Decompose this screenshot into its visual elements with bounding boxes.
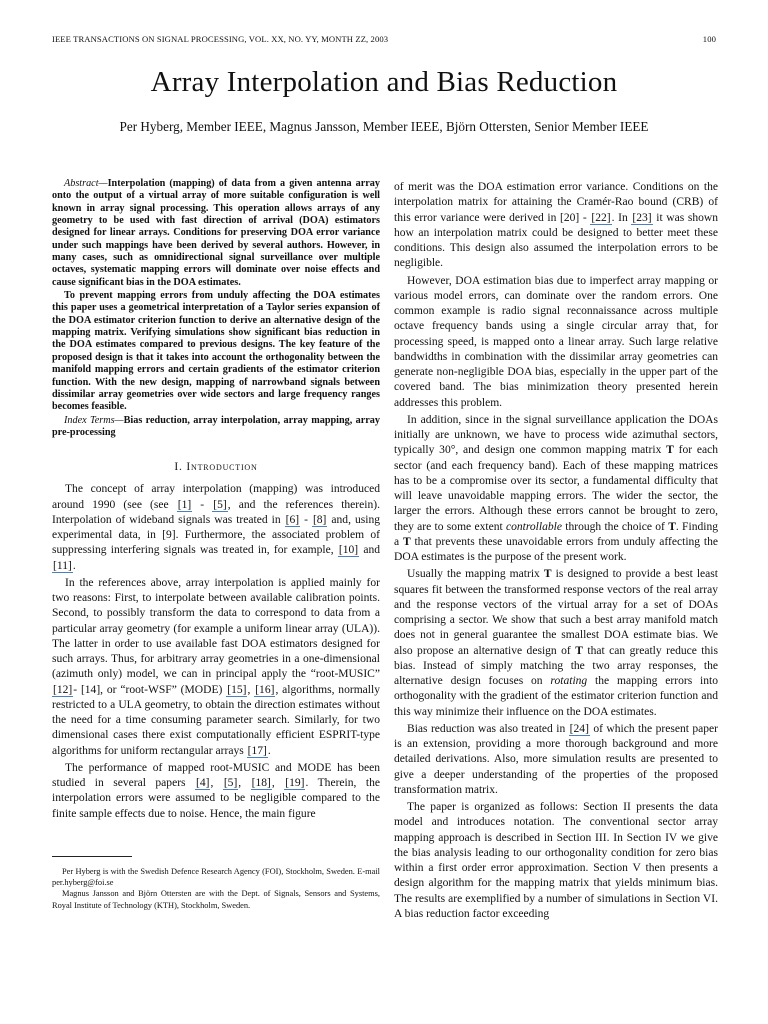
page-number: 100 [702, 34, 716, 44]
emphasis-text: rotating [550, 675, 588, 687]
text-run: The performance of mapped root-MUSIC and MODE has been studied in several papers [52, 761, 380, 790]
text-run: . [267, 744, 271, 757]
footnote-divider [52, 856, 132, 857]
text-run: the mapping errors into orthogonality with the gradient of the estimator criterion function and this way minimize their influence on the DOA estimates. [394, 675, 718, 718]
text-run: , [271, 777, 285, 790]
emphasis-text: controllable [505, 520, 562, 533]
right-paragraph-2: However, DOA estimation bias due to imperfect array mapping or various model errors, can dominate over the random errors. One common example is radio signal reconnaissance across multiple octave frequency bands using a single circular array that, for processing speed, is mapped onto a linear array. Such large relative bandwidths in combination with the dissimilar array geometries can generate non-negligible DOA bias, especially in the upper part of the covered band. The bias minimization theory presented herein addresses this problem. [394, 274, 718, 409]
text-run: through the choice of [561, 520, 669, 533]
journal-header: IEEE TRANSACTIONS ON SIGNAL PROCESSING, VOL. XX, NO. YY, MONTH ZZ, 2003 [52, 34, 389, 44]
citation-link[interactable]: [23] [632, 211, 652, 224]
index-terms-text: Bias reduction, array interpolation, array mapping, array pre-processing [52, 414, 380, 438]
citation-link[interactable]: [6] [285, 513, 300, 526]
intro-paragraph-2 [52, 576, 380, 759]
author-list: Per Hyberg, Member IEEE, Magnus Jansson, Member IEEE, Björn Ottersten, Senior Member IEEE [119, 119, 649, 134]
citation-link[interactable]: [5] [223, 777, 238, 790]
text-run: , [238, 777, 251, 790]
text-run: - [300, 513, 312, 526]
text-run: , and the references therein). Interpolation of wideband signals was treated in [52, 498, 380, 526]
matrix-symbol: T [402, 535, 411, 548]
text-run: . Therein, the interpolation errors were assumed to be negligible compared to the finite sample effects due to noise. Hence, the main figure [52, 777, 380, 820]
text-run: of merit was the DOA estimation error variance. Conditions on the interpolation matrix for attaining the Cramér-Rao bound (CRB) of this error variance were derived in [20] - [394, 181, 718, 224]
text-run: for each sector (and each frequency band). Each of these mapping matrices has to be a compromise over its sector, a fundamental difficulty that will leave unavoidable mapping errors. The wider the sector, the larger the errors. Although these errors cannot be brought to zero, they are to some extent [394, 444, 718, 533]
citation-link[interactable]: [15] [227, 683, 247, 696]
citation-link[interactable]: [8] [312, 513, 327, 526]
text-run: that prevents these unavoidable errors from unduly affecting the DOA estimates is the purpose of the present work. [394, 535, 718, 563]
matrix-symbol: T [668, 520, 676, 533]
right-paragraph-1 [394, 180, 718, 272]
citation-link[interactable]: [24] [569, 722, 589, 735]
right-paragraph-6: The paper is organized as follows: Section II presents the data model and introduces notation. The conventional sector array mapping approach is described in Section III. In Section IV we give the bias analysis leading to our orthogonality condition for zero bias within a first order error approximation. Section V then presents a design algorithm for the mapping matrix that yields minimum bias. The results are exemplified by a number of simulations in Section VI. A bias reduction factor exceeding [394, 801, 718, 920]
paper-title: Array Interpolation and Bias Reduction [150, 66, 618, 98]
citation-link[interactable]: [22] [591, 211, 611, 224]
text-run: Bias reduction was also treated in [407, 722, 566, 735]
citation-link[interactable]: [5] [213, 498, 227, 511]
abstract-lead: Abstract— [64, 178, 108, 189]
index-terms-lead: Index Terms— [64, 414, 124, 426]
right-column [394, 180, 718, 922]
citation-link[interactable]: [19] [285, 777, 305, 790]
footnote-1: Per Hyberg is with the Swedish Defence Research Agency (FOI), Stockholm, Sweden. E-mail per.hyberg@foi.se [52, 867, 380, 888]
abstract-text-1: Interpolation (mapping) of data from a given antenna array onto the output of a virtual array of more suitable configuration is well known in array signal processing. This operation allows arrays of any geometry to be used with fast direction of arrival (DOA) estimators designed for linear arrays. Conditions for preserving DOA error variance under such mappings have been derived by several authors. However, in many cases, such as omnidirectional signal surveillance over multiple octaves, systematic mapping errors will dominate over noise effects and cause significant bias in the DOA estimates. [52, 178, 380, 288]
citation-link[interactable]: [12] [53, 683, 73, 696]
text-run: - [192, 498, 213, 511]
abstract-paragraph-2: To prevent mapping errors from unduly affecting the DOA estimates this paper uses a geometrical interpretation of a Taylor series expansion of the DOA estimator criterion function to derive an alternative design of the mapping matrix. Verifying simulations show significant bias reduction in the DOA estimates compared to previous designs. The key feature of the proposed design is that it takes into account the orthogonality between the manifold mapping errors and certain gradients of the estimator criterion function. With the new design, mapping of narrowband signals between dissimilar array geometries over wide sectors and large frequency ranges becomes feasible. [52, 290, 380, 413]
footnote-2: Magnus Jansson and Björn Ottersten are with the Dept. of Signals, Sensors and Systems, Royal Institute of Technology (KTH), Stockholm, Sweden. [52, 889, 380, 910]
citation-link[interactable]: [18] [251, 777, 271, 790]
text-run: , [247, 683, 255, 696]
index-terms [52, 415, 380, 440]
text-run: . [72, 559, 76, 572]
citation-link[interactable]: [1] [177, 498, 192, 511]
text-run: and, using experimental data, in [9]. Furthermore, the associated problem of suppressing interfering signals was treated in, for example, [52, 513, 380, 557]
section-heading-introduction: I. Introduction [174, 461, 258, 474]
intro-paragraph-1: The concept of array interpolation (mapping) was introduced around 1990 (see (see [1] - [5], and the references therein). Interpolation of wideband signals was treated in [6] - [8] and, using experimental data, in [9]. Furthermore, the associated problem of suppressing interfering signals was treated in, for example, [10] and [11]. [52, 483, 380, 572]
text-run: is designed to provide a best least squares fit between the transformed response vectors of the real array and the response vectors of the virtual array for a set of DOAs comprising a sector. We show that such a best array manifold match does not in general guarantee the smallest DOA estimate bias. We also propose an alternative design of [394, 568, 719, 657]
matrix-symbol: T [575, 644, 583, 657]
right-paragraph-5 [394, 722, 718, 798]
citation-link[interactable]: [11] [53, 559, 72, 572]
right-paragraph-3 [394, 413, 718, 566]
text-run: Usually the mapping matrix [407, 568, 544, 581]
text-run: , algorithms, normally restricted to a ULA geometry, to obtain the direction estimates without the need for a time consuming parameter search. Similarly, for two dimensional cases there exist computationally efficient ESPRIT-type algorithms for uniform rectangular arrays [52, 683, 380, 757]
text-run: of which the present paper is an extension, providing a more thorough background and more detailed derivations. Also, more simulation results are presented to give a deeper understanding of the properties of the proposed transformation matrix. [394, 722, 718, 796]
text-run: . In [611, 211, 628, 224]
citation-link[interactable]: [10] [338, 544, 359, 557]
running-header [52, 34, 716, 44]
matrix-symbol: T [666, 444, 674, 457]
text-run: that can greatly reduce this bias. Instead of simply matching the two array responses, the alternative design focuses on [394, 644, 718, 687]
citation-link[interactable]: [16] [255, 683, 275, 696]
text-run: it was shown how an interpolation matrix could be designed to better meet these conditions. This design also assumed the interpolation errors to be negligible. [394, 211, 719, 270]
text-run: - [14], or “root-WSF” (MODE) [73, 683, 223, 696]
text-run: The concept of array interpolation (mapping) was introduced around 1990 (see [52, 483, 380, 511]
text-run: , [210, 777, 223, 790]
matrix-symbol: T [543, 568, 552, 581]
text-run: . Finding a [394, 520, 718, 548]
citation-link[interactable]: [4] [196, 777, 210, 790]
text-run: In the references above, array interpolation is applied mainly for two reasons: First, to interpolate between available calibration points. Second, to possibly transform the data to correspond to data from a particular array geometry (for example a uniform linear array (ULA)). The latter in order to use available fast DOA estimators designed for such arrays. Thus, for arbitrary array geometries in a one-dimensional (azimuth only) model, we can in principal apply the “root-MUSIC” [52, 576, 380, 681]
text-run: and [359, 544, 380, 557]
footnotes [52, 866, 380, 911]
abstract-paragraph-1 [52, 178, 380, 289]
citation-link[interactable]: [17] [247, 744, 267, 757]
intro-paragraph-3 [52, 761, 380, 822]
right-paragraph-4 [394, 567, 718, 720]
left-column [52, 178, 380, 822]
text-run: In addition, since in the signal surveillance application the DOAs initially are unknown, we have to process wide azimuthal sectors, typically 30°, and design one common mapping matrix [394, 413, 718, 457]
